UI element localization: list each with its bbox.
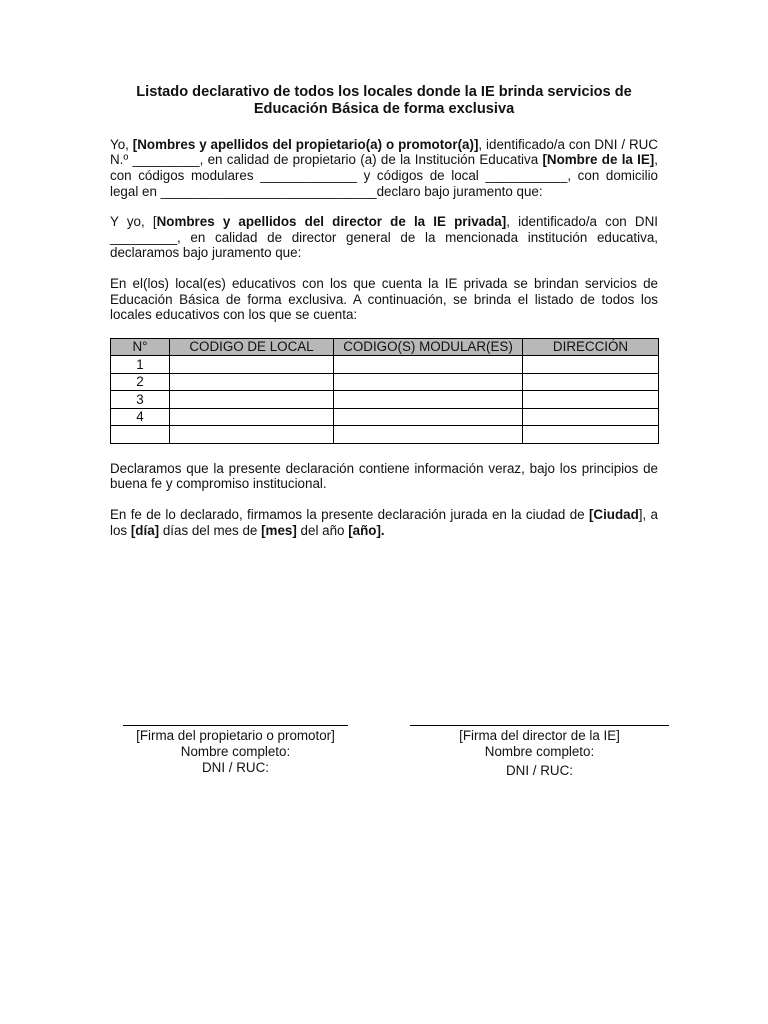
director-declaration-paragraph bbox=[110, 214, 658, 261]
year-placeholder: [año]. bbox=[348, 522, 385, 538]
signature-label: [Firma del director de la IE] bbox=[459, 728, 620, 743]
table-row bbox=[111, 373, 659, 391]
text-segment: Y yo, [ bbox=[110, 214, 157, 230]
signature-label: [Firma del propietario o promotor] bbox=[136, 728, 335, 743]
cell-modular-codes bbox=[334, 408, 523, 426]
director-signature-block bbox=[410, 725, 669, 779]
cell-number: 4 bbox=[111, 408, 170, 426]
cell-local-code bbox=[170, 373, 334, 391]
director-name-placeholder: Nombres y apellidos del director de la IE privada] bbox=[156, 214, 507, 230]
document-title: Listado declarativo de todos los locales donde la IE brinda servicios de Educación Básica de forma exclusiva bbox=[136, 84, 632, 118]
text-segment: , identificado/a con DNI / RUC N.º _________, en calidad de propietario (a) de la Institución Educativa bbox=[110, 136, 658, 168]
cell-address bbox=[523, 426, 659, 444]
closing-paragraph bbox=[110, 507, 658, 538]
table-header-row bbox=[111, 338, 659, 356]
text-segment: del año bbox=[296, 522, 349, 538]
locales-intro-paragraph: En el(los) local(es) educativos con los que cuenta la IE privada se brindan servicios de Educación Básica de forma exclusiva. A continuación, se brinda el listado de todos los locales educativos con los que se cuenta: bbox=[110, 275, 658, 323]
table-row bbox=[111, 426, 659, 444]
dni-ruc-label: DNI / RUC: bbox=[202, 760, 269, 775]
text-segment: días del mes de bbox=[159, 522, 262, 538]
cell-number bbox=[111, 426, 170, 444]
cell-number: 3 bbox=[111, 391, 170, 409]
header-local-code: CODIGO DE LOCAL bbox=[170, 338, 334, 356]
text-segment: Yo, bbox=[110, 136, 133, 152]
cell-number: 2 bbox=[111, 373, 170, 391]
text-segment: , con códigos modulares _____________ y códigos de local ___________, con domicilio legal en _____________________________declaro bajo juramento que: bbox=[110, 152, 658, 199]
owner-declaration-paragraph bbox=[110, 137, 658, 199]
header-address: DIRECCIÓN bbox=[523, 338, 659, 356]
cell-address bbox=[523, 356, 659, 374]
cell-modular-codes bbox=[334, 356, 523, 374]
school-name-placeholder: [Nombre de la IE] bbox=[542, 152, 655, 168]
header-number: N° bbox=[111, 338, 170, 356]
cell-address bbox=[523, 373, 659, 391]
veracity-paragraph: Declaramos que la presente declaración contiene información veraz, bajo los principios de buena fe y compromiso institucional. bbox=[110, 460, 658, 492]
day-placeholder: [día] bbox=[130, 522, 160, 538]
document-body bbox=[110, 84, 658, 553]
cell-modular-codes bbox=[334, 391, 523, 409]
locales-table bbox=[110, 338, 659, 444]
cell-modular-codes bbox=[334, 373, 523, 391]
cell-local-code bbox=[170, 356, 334, 374]
table-row bbox=[111, 408, 659, 426]
owner-name-placeholder: [Nombres y apellidos del propietario(a) o promotor(a)] bbox=[132, 136, 479, 152]
cell-local-code bbox=[170, 426, 334, 444]
dni-ruc-label: DNI / RUC: bbox=[506, 763, 573, 778]
city-placeholder: [Ciudad bbox=[588, 506, 639, 522]
table-row bbox=[111, 356, 659, 374]
table-row bbox=[111, 391, 659, 409]
text-segment: En fe de lo declarado, firmamos la presente declaración jurada en la ciudad de bbox=[110, 506, 589, 522]
cell-local-code bbox=[170, 408, 334, 426]
signature-line bbox=[123, 725, 348, 726]
cell-address bbox=[523, 408, 659, 426]
full-name-label: Nombre completo: bbox=[484, 744, 595, 759]
cell-local-code bbox=[170, 391, 334, 409]
header-modular-codes: CODIGO(S) MODULAR(ES) bbox=[334, 338, 523, 356]
full-name-label: Nombre completo: bbox=[180, 744, 291, 759]
signature-line bbox=[410, 725, 669, 726]
month-placeholder: [mes] bbox=[261, 522, 297, 538]
cell-modular-codes bbox=[334, 426, 523, 444]
text-segment: , identificado/a con DNI _________, en calidad de director general de la mencionada institución educativa, declaramos bajo juramento que: bbox=[110, 214, 658, 261]
cell-number: 1 bbox=[111, 356, 170, 374]
cell-address bbox=[523, 391, 659, 409]
owner-signature-block bbox=[123, 725, 348, 776]
text-segment: ], a los bbox=[110, 506, 658, 538]
